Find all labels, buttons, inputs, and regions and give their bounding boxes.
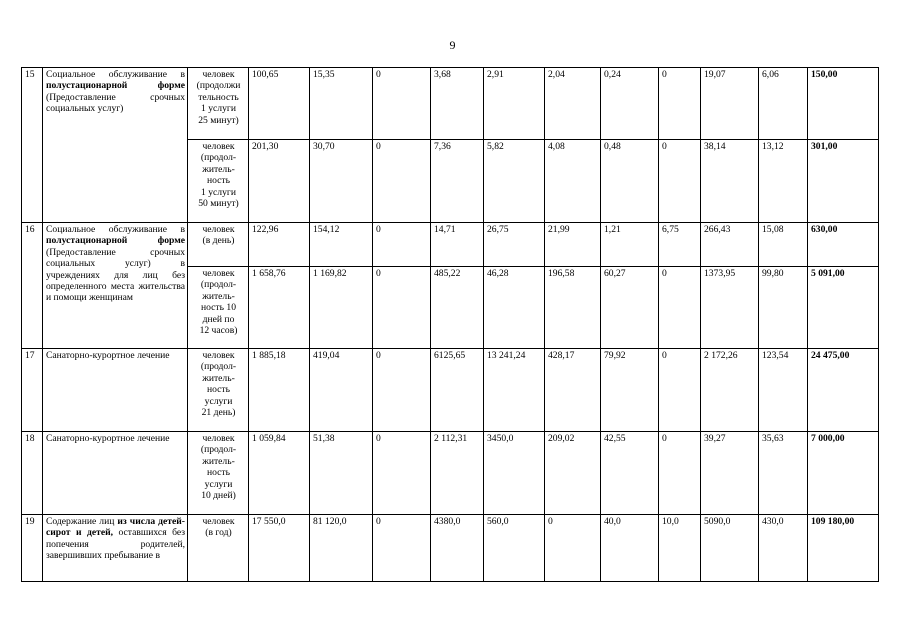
value-cell: 39,27 <box>701 432 759 515</box>
value-cell: 6,75 <box>659 223 701 267</box>
value-cell: 1 658,76 <box>249 267 310 349</box>
value-cell: 1 169,82 <box>310 267 373 349</box>
value-cell: 123,54 <box>759 349 808 432</box>
value-cell: 4380,0 <box>431 515 484 582</box>
row-number: 18 <box>22 432 43 515</box>
value-cell: 196,58 <box>545 267 601 349</box>
value-cell: 428,17 <box>545 349 601 432</box>
value-cell: 485,22 <box>431 267 484 349</box>
service-text: полустационарной форме <box>46 235 185 247</box>
unit-cell <box>188 515 249 582</box>
service-name <box>43 515 188 582</box>
unit-line: 21 день) <box>201 407 236 419</box>
value-cell: 51,38 <box>310 432 373 515</box>
table-row <box>22 515 879 582</box>
value-cell: 0 <box>373 267 431 349</box>
value-cell: 15,08 <box>759 223 808 267</box>
unit-line: 1 услуги <box>201 186 236 198</box>
value-cell: 0 <box>659 68 701 140</box>
service-name <box>43 68 188 223</box>
value-cell: 3,68 <box>431 68 484 140</box>
value-cell: 2,91 <box>484 68 545 140</box>
row-number: 16 <box>22 223 43 349</box>
value-cell: 15,35 <box>310 68 373 140</box>
value-cell: 0,24 <box>601 68 659 140</box>
value-cell: 122,96 <box>249 223 310 267</box>
unit-line: 1 услуги <box>201 103 236 115</box>
unit-line: дней по <box>202 313 235 325</box>
unit-line: услуги <box>204 478 233 490</box>
unit-line: житель- <box>202 372 235 384</box>
value-cell: 46,28 <box>484 267 545 349</box>
unit-cell <box>188 267 249 349</box>
table-row <box>22 432 879 515</box>
unit-line: (продол- <box>200 444 237 456</box>
unit-cell <box>188 349 249 432</box>
value-cell: 10,0 <box>659 515 701 582</box>
value-cell: 430,0 <box>759 515 808 582</box>
service-text: Социальное обслуживание в <box>46 69 185 80</box>
value-cell: 81 120,0 <box>310 515 373 582</box>
value-cell: 5090,0 <box>701 515 759 582</box>
value-cell: 0 <box>373 432 431 515</box>
value-cell: 100,65 <box>249 68 310 140</box>
value-cell: 1 885,18 <box>249 349 310 432</box>
total-cell: 24 475,00 <box>808 349 879 432</box>
value-cell: 2,04 <box>545 68 601 140</box>
unit-line: ность 10 <box>201 302 236 314</box>
value-cell: 2 172,26 <box>701 349 759 432</box>
value-cell: 560,0 <box>484 515 545 582</box>
value-cell: 0 <box>659 432 701 515</box>
unit-line: житель- <box>202 455 235 467</box>
value-cell: 1 059,84 <box>249 432 310 515</box>
table-row <box>22 223 879 267</box>
value-cell: 1373,95 <box>701 267 759 349</box>
unit-cell <box>188 432 249 515</box>
service-text: оставшихся без попечения родителей, завершивших пребывание в <box>46 527 186 562</box>
value-cell: 154,12 <box>310 223 373 267</box>
total-cell: 150,00 <box>808 68 879 140</box>
total-cell: 109 180,00 <box>808 515 879 582</box>
table-row <box>22 349 879 432</box>
value-cell: 19,07 <box>701 68 759 140</box>
value-cell: 201,30 <box>249 140 310 223</box>
value-cell: 0 <box>373 140 431 223</box>
unit-line: человек <box>202 350 235 361</box>
unit-line: (продол- <box>200 279 237 291</box>
unit-line: человек <box>202 268 235 279</box>
value-cell: 21,99 <box>545 223 601 267</box>
value-cell: 40,0 <box>601 515 659 582</box>
value-cell: 3450,0 <box>484 432 545 515</box>
value-cell: 5,82 <box>484 140 545 223</box>
value-cell: 26,75 <box>484 223 545 267</box>
value-cell: 419,04 <box>310 349 373 432</box>
unit-line: (в год) <box>205 527 232 539</box>
unit-line: человек <box>202 141 235 152</box>
unit-line: человек <box>202 69 235 80</box>
value-cell: 38,14 <box>701 140 759 223</box>
service-text: (Предоставление срочных социальных услуг) <box>46 91 185 115</box>
service-text: полустационарной форме <box>46 80 185 92</box>
value-cell: 30,70 <box>310 140 373 223</box>
unit-line: тельность <box>198 91 239 103</box>
value-cell: 2 112,31 <box>431 432 484 515</box>
value-cell: 42,55 <box>601 432 659 515</box>
value-cell: 13 241,24 <box>484 349 545 432</box>
service-text: Социальное обслуживание в <box>46 224 185 235</box>
value-cell: 7,36 <box>431 140 484 223</box>
unit-line: 10 дней) <box>201 490 236 502</box>
unit-line: человек <box>202 516 235 527</box>
unit-line: ность <box>207 467 230 479</box>
unit-line: (продол- <box>200 152 237 164</box>
value-cell: 209,02 <box>545 432 601 515</box>
value-cell: 14,71 <box>431 223 484 267</box>
total-cell: 7 000,00 <box>808 432 879 515</box>
value-cell: 4,08 <box>545 140 601 223</box>
service-text: (Предоставление срочных социальных услуг) в учреждениях для лиц без определенного места жительства и помощи женщинам <box>46 246 185 304</box>
unit-line: житель- <box>202 163 235 175</box>
tariff-table <box>21 67 879 582</box>
value-cell: 0 <box>373 515 431 582</box>
unit-cell <box>188 140 249 223</box>
value-cell: 0 <box>659 349 701 432</box>
value-cell: 266,43 <box>701 223 759 267</box>
value-cell: 0 <box>659 140 701 223</box>
service-text: Санаторно-курортное лечение <box>46 433 170 444</box>
service-name <box>43 432 188 515</box>
value-cell: 79,92 <box>601 349 659 432</box>
service-name <box>43 349 188 432</box>
table-row <box>22 68 879 140</box>
unit-line: житель- <box>202 290 235 302</box>
unit-line: 12 часов) <box>199 325 238 337</box>
unit-line: ность <box>207 384 230 396</box>
unit-line: ность <box>207 175 230 187</box>
row-number: 17 <box>22 349 43 432</box>
service-text: Санаторно-курортное лечение <box>46 350 170 361</box>
value-cell: 0 <box>659 267 701 349</box>
value-cell: 0 <box>373 223 431 267</box>
service-name <box>43 223 188 349</box>
value-cell: 0 <box>373 68 431 140</box>
unit-line: человек <box>202 224 235 235</box>
value-cell: 6125,65 <box>431 349 484 432</box>
value-cell: 60,27 <box>601 267 659 349</box>
table-body <box>22 68 879 582</box>
service-text: Содержание лиц <box>46 516 118 527</box>
total-cell: 5 091,00 <box>808 267 879 349</box>
unit-line: (продолжи <box>196 80 241 92</box>
unit-cell <box>188 223 249 267</box>
unit-line: человек <box>202 433 235 444</box>
unit-line: 50 минут) <box>198 198 239 210</box>
value-cell: 35,63 <box>759 432 808 515</box>
value-cell: 0,48 <box>601 140 659 223</box>
unit-line: (продол- <box>200 361 237 373</box>
unit-line: 25 минут) <box>198 114 239 126</box>
unit-line: услуги <box>204 395 233 407</box>
value-cell: 1,21 <box>601 223 659 267</box>
value-cell: 0 <box>373 349 431 432</box>
value-cell: 6,06 <box>759 68 808 140</box>
row-number: 15 <box>22 68 43 223</box>
value-cell: 99,80 <box>759 267 808 349</box>
total-cell: 630,00 <box>808 223 879 267</box>
unit-cell <box>188 68 249 140</box>
value-cell: 17 550,0 <box>249 515 310 582</box>
value-cell: 13,12 <box>759 140 808 223</box>
row-number: 19 <box>22 515 43 582</box>
page-number: 9 <box>449 38 456 52</box>
service-text: из числа детей-сирот и детей, <box>46 516 185 539</box>
unit-line: (в день) <box>202 235 235 247</box>
value-cell: 0 <box>545 515 601 582</box>
total-cell: 301,00 <box>808 140 879 223</box>
